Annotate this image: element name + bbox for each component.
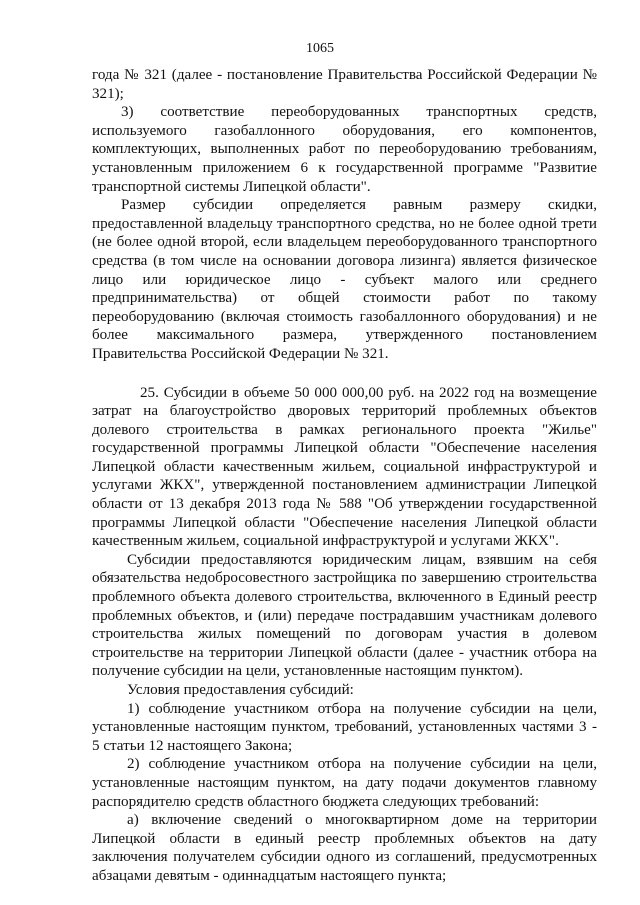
paragraph-spacer [92, 364, 597, 384]
text-line: обязательства недобросовестного застройщика по завершению строительства [92, 570, 597, 587]
text-line: Липецкой области в единый реестр проблемных объектов на дату [92, 830, 597, 847]
text-line: проблемного объекта долевого строительства, включенного в Единый реестр [92, 589, 597, 606]
paragraph [92, 66, 597, 103]
text-line: строительстве на территории Липецкой области (далее - участник отбора на [92, 644, 597, 661]
paragraph [92, 103, 597, 196]
text-line: 5 статьи 12 настоящего Закона; [92, 737, 293, 754]
text-line: проблемных объектов, и (или) передаче пострадавшим участникам долевого [92, 607, 597, 624]
text-line: абзацами девятым - одиннадцатым настоящего пункта; [92, 867, 447, 884]
text-line: распорядителю средств областного бюджета следующих требований: [92, 793, 540, 810]
text-line: качественным жильем, социальной инфраструктурой и услугами ЖКХ". [92, 533, 559, 550]
text-line: транспортной системы Липецкой области". [92, 178, 371, 195]
paragraph [92, 755, 597, 811]
text-line: комплектующих, выполненных работ по переоборудованию требованиям, [92, 141, 597, 158]
text-line: заключения получателем субсидии одного из соглашений, предусмотренных [92, 849, 597, 866]
text-line: установленные настоящим пунктом, требований, установленных частями 3 - [92, 719, 597, 736]
paragraph [92, 551, 597, 681]
text-line: используемого газобаллонного оборудования, его компонентов, [92, 122, 597, 139]
text-line: Условия предоставления субсидий: [127, 682, 354, 698]
text-line: долевого строительства в рамках регионального проекта "Жилье" [92, 421, 597, 438]
paragraph [92, 196, 597, 363]
text-line: лицо или юридическое лицо - субъект малого или среднего [92, 271, 597, 288]
text-line: Размер субсидии определяется равным размеру скидки, [121, 197, 597, 214]
text-line: предоставленной владельцу транспортного средства, но не более одной трети [92, 215, 597, 232]
paragraph [92, 811, 597, 885]
text-line: программы Липецкой области "Обеспечение населения Липецкой области [92, 514, 597, 531]
text-line: года № 321 (далее - постановление Правительства Российской Федерации № [92, 67, 597, 83]
text-line: (не более одной второй, если владельцем переоборудованного транспортного [92, 234, 597, 251]
text-line: а) включение сведений о многоквартирном доме на территории [127, 812, 597, 829]
text-line: услугами ЖКХ", утвержденной постановлением администрации Липецкой [92, 477, 597, 494]
text-line: Липецкой области качественным жильем, социальной инфраструктурой и [92, 458, 597, 475]
document-body [92, 66, 597, 886]
text-line: 321); [92, 85, 124, 102]
paragraph [92, 681, 597, 700]
text-line: установленным приложением 6 к государственной программе "Развитие [92, 159, 597, 176]
text-line: Субсидии предоставляются юридическим лицам, взявшим на себя [127, 551, 597, 568]
text-line: средства (в том числе на основании договора лизинга) является физическое [92, 252, 597, 269]
text-line: строительства жилых помещений по договорам участия в долевом [92, 626, 597, 643]
text-line: переоборудованию (включая стоимость газобаллонного оборудования) и не [92, 308, 597, 325]
text-line: предпринимательства) от общей стоимости работ по такому [92, 290, 597, 307]
text-line: установленные настоящим пунктом, на дату подачи документов главному [92, 774, 597, 791]
text-line: государственной программы Липецкой области "Обеспечение населения [92, 440, 597, 457]
text-line: более максимального размера, утвержденного постановлением [92, 327, 597, 344]
text-line: 1) соблюдение участником отбора на получение субсидии на цели, [127, 700, 597, 717]
text-line: получение субсидии на цели, установленные настоящим пунктом). [92, 663, 524, 680]
page-number: 1065 [306, 41, 334, 56]
text-line: затрат на благоустройство дворовых территорий проблемных объектов [92, 403, 597, 420]
text-line: 3) соответствие переоборудованных транспортных средств, [121, 104, 597, 121]
paragraph [92, 384, 597, 551]
paragraph [92, 700, 597, 756]
text-line: Правительства Российской Федерации № 321. [92, 345, 389, 362]
text-line: области от 13 декабря 2013 года № 588 "Об утверждении государственной [92, 496, 597, 513]
text-line: 25. Субсидии в объеме 50 000 000,00 руб. на 2022 год на возмещение [140, 384, 597, 401]
text-line: 2) соблюдение участником отбора на получение субсидии на цели, [127, 756, 597, 773]
